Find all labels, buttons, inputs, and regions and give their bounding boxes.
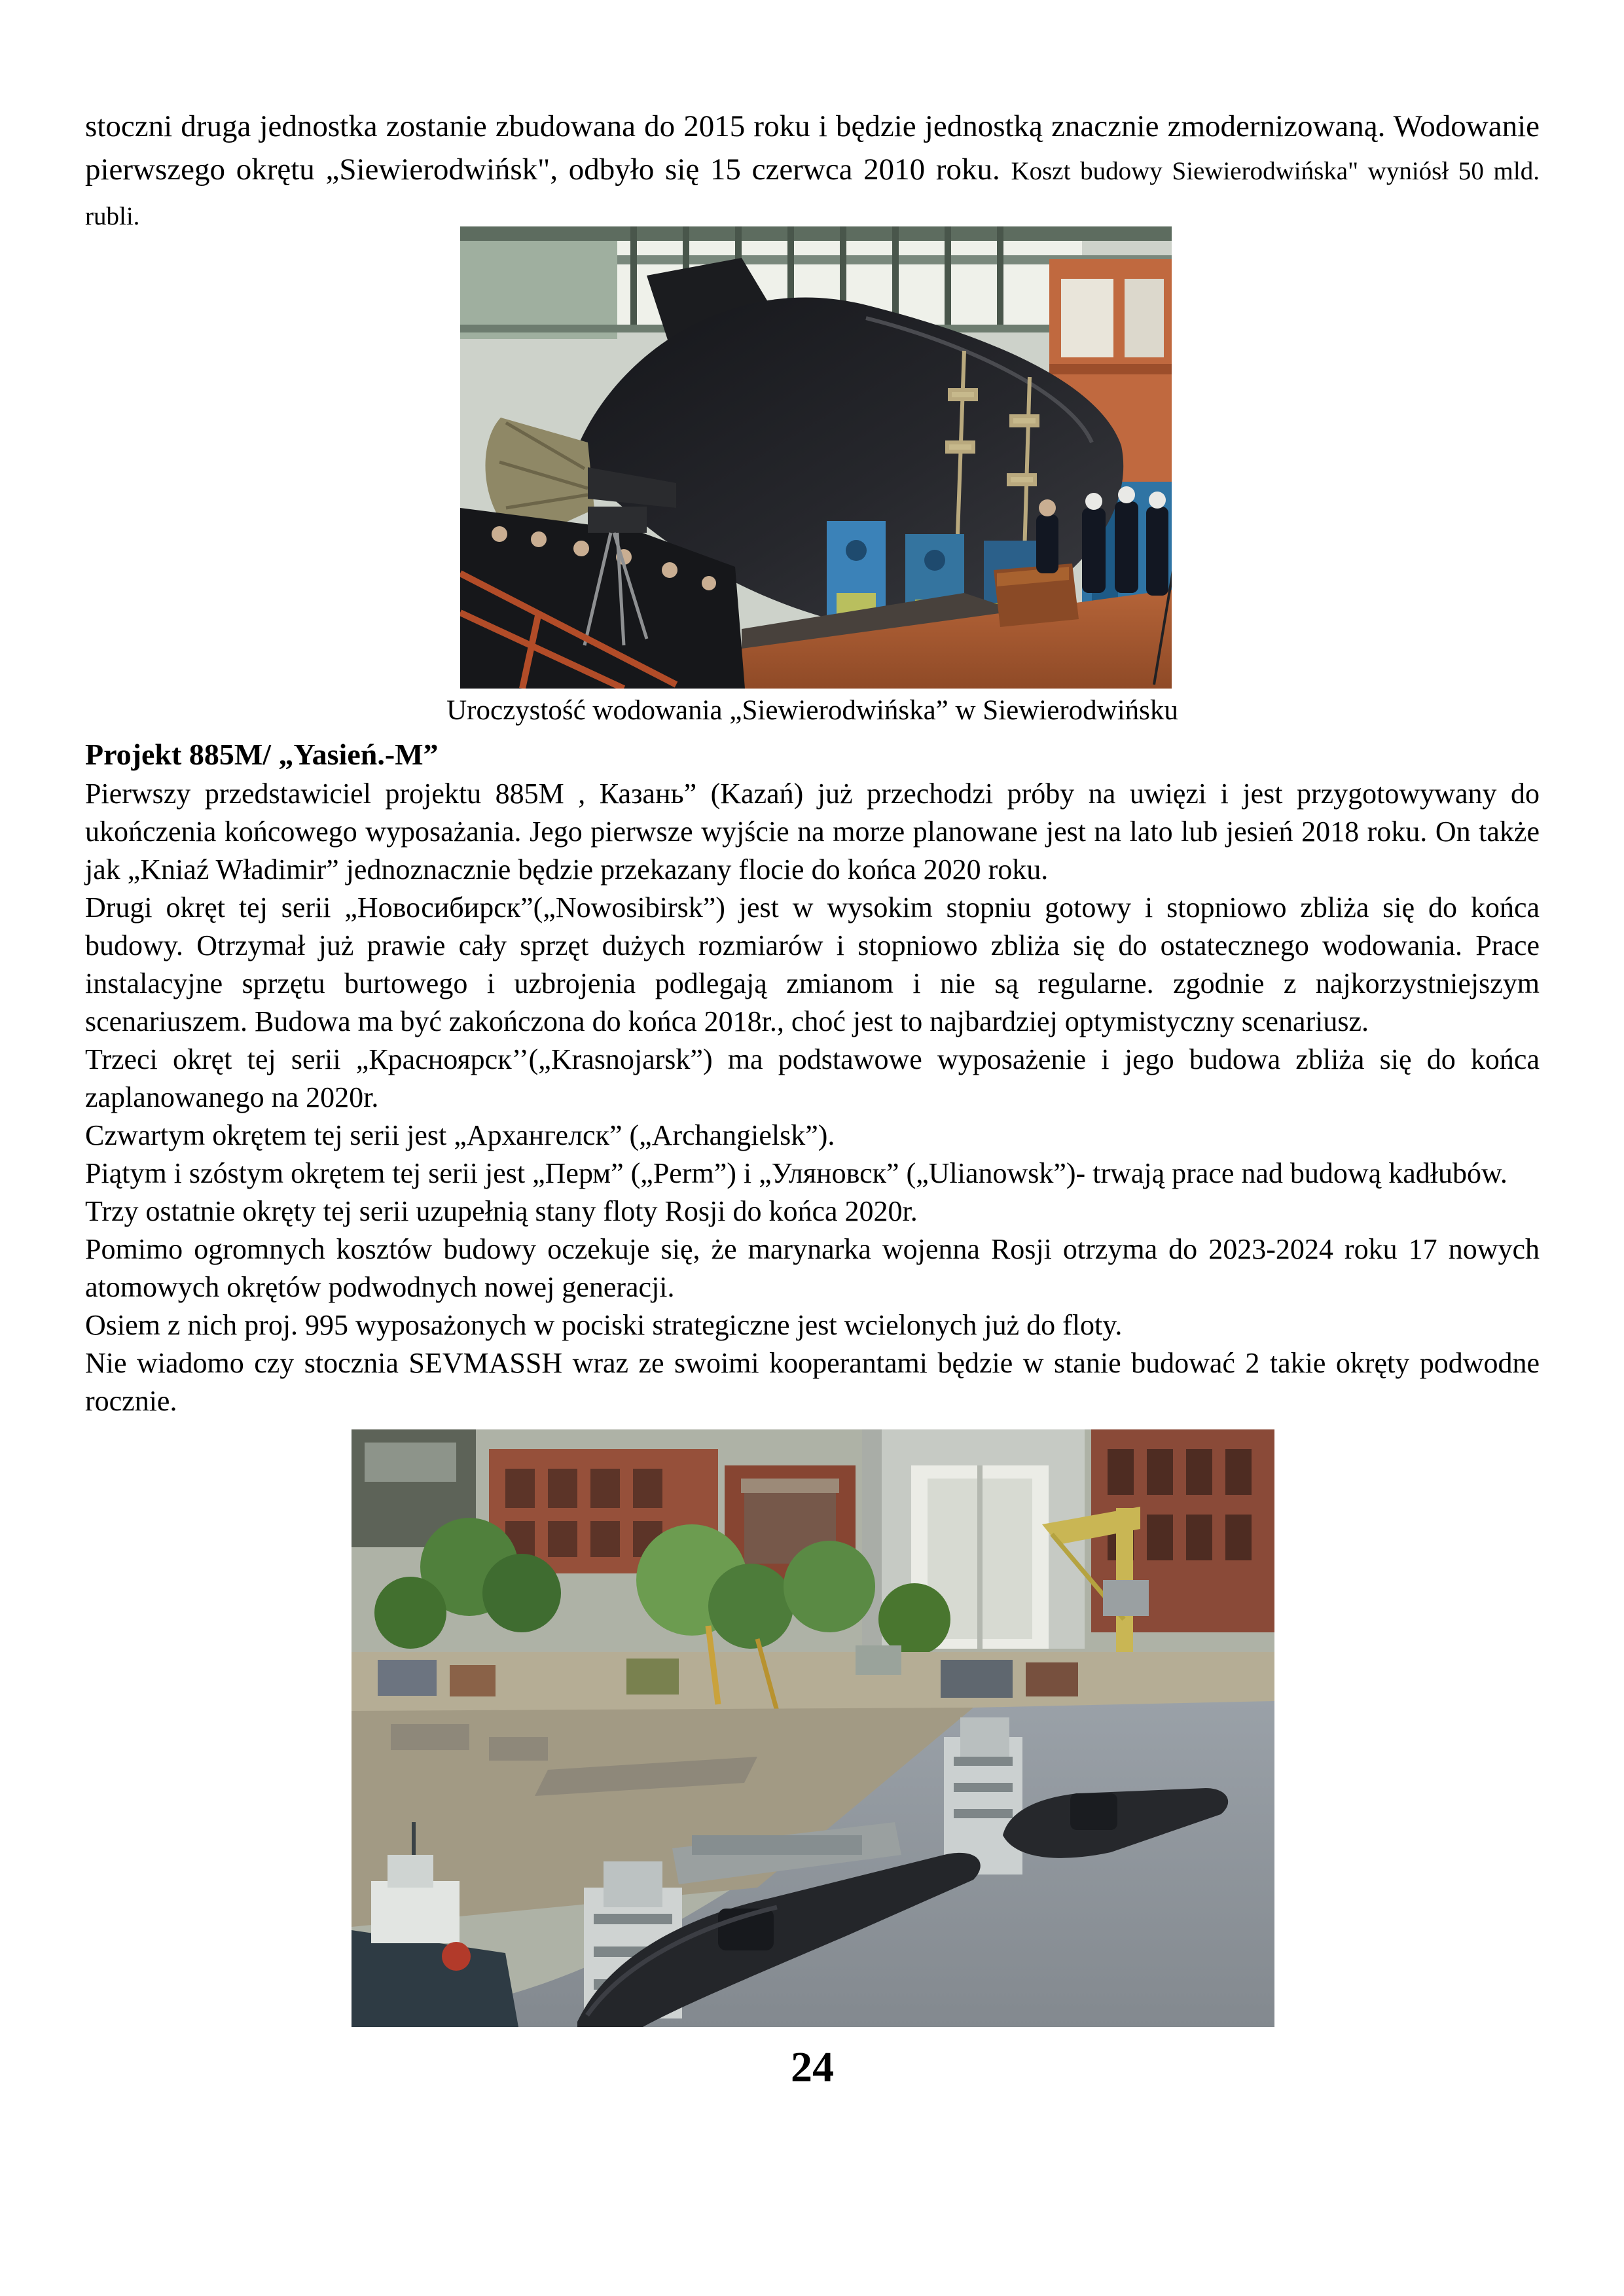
lead-paragraph-small-text: Koszt budowy Siewierodwińska" wyniósł 50 mld. rubli. (85, 157, 1540, 230)
body-paragraph: Pomimo ogromnych kosztów budowy oczekuje się, że marynarka wojenna Rosji otrzyma do 2023-2024 roku 17 nowych atomowych okrętów podwodnych nowej generacji. (85, 1233, 1540, 1303)
lead-paragraph (85, 105, 1540, 238)
body-paragraph: Czwartym okrętem tej serii jest „Архангелск” („Archangielsk”). (85, 1119, 835, 1151)
body-paragraph: Drugi okręt tej serii „Новосибирск”(„Nowosibirsk”) jest w wysokim stopniu gotowy i stopniowo zbliża się do końca budowy. Otrzymał już prawie cały sprzęt dużych rozmiarów i stopniowo zbliża się do ostatecznego wodowania. Prace instalacyjne sprzętu burtowego i uzbrojenia podlegają zmianom i nie są regularne. zgodnie z najkorzystniejszym scenariuszem. Budowa ma być zakończona do końca 2018r., choć jest to najbardziej optymistyczny scenariusz. (85, 891, 1540, 1037)
shipyard-submarines-photo (352, 1429, 1274, 2027)
lead-paragraph-text: stoczni druga jednostka zostanie zbudowana do 2015 roku i będzie jednostką znacznie zmodernizowaną. Wodowanie pierwszego okrętu „Siewierodwińsk", odbyło się 15 czerwca 2010 roku. (85, 109, 1540, 187)
body-paragraph: Trzeci okręt tej serii „Красноярск’’(„Krasnojarsk”) ma podstawowe wyposażenie i jego budowa zbliża się do końca zaplanowanego na 2020r. (85, 1043, 1540, 1113)
submarine-launch-ceremony-illustration (460, 226, 1172, 689)
page-content (85, 105, 1540, 2092)
body-paragraph: Trzy ostatnie okręty tej serii uzupełnią stany floty Rosji do końca 2020r. (85, 1195, 918, 1227)
body-paragraph: Pierwszy przedstawiciel projektu 885M , Казань” (Kazań) już przechodzi próby na uwięzi i jest przygotowywany do ukończenia końcowego wyposażania. Jego pierwsze wyjście na morze planowane jest na lato lub jesień 2018 roku. On także jak „Kniaź Władimir” jednoznacznie będzie przekazany flocie do końca 2020 roku. (85, 778, 1540, 886)
body-paragraph: Osiem z nich proj. 995 wyposażonych w pociski strategiczne jest wcielonych już do floty. (85, 1309, 1123, 1341)
page-number: 24 (791, 2043, 834, 2091)
shipyard-submarines-illustration (352, 1429, 1274, 2027)
body-paragraph: Piątym i szóstym okrętem tej serii jest „Перм” („Perm”) i „Уляновск” („Ulianowsk”)- trwają prace nad budową kadłubów. (85, 1157, 1507, 1189)
body-paragraph: Nie wiadomo czy stocznia SEVMASSH wraz ze swoimi kooperantami będzie w stanie budować 2 takie okręty podwodne rocznie. (85, 1347, 1540, 1417)
submarine-launch-ceremony-photo (460, 226, 1172, 689)
photo-caption: Uroczystość wodowania „Siewierodwińska” w Siewierodwińsku (446, 695, 1178, 726)
section-heading: Projekt 885M/ „Yasień.-M” (85, 738, 439, 771)
